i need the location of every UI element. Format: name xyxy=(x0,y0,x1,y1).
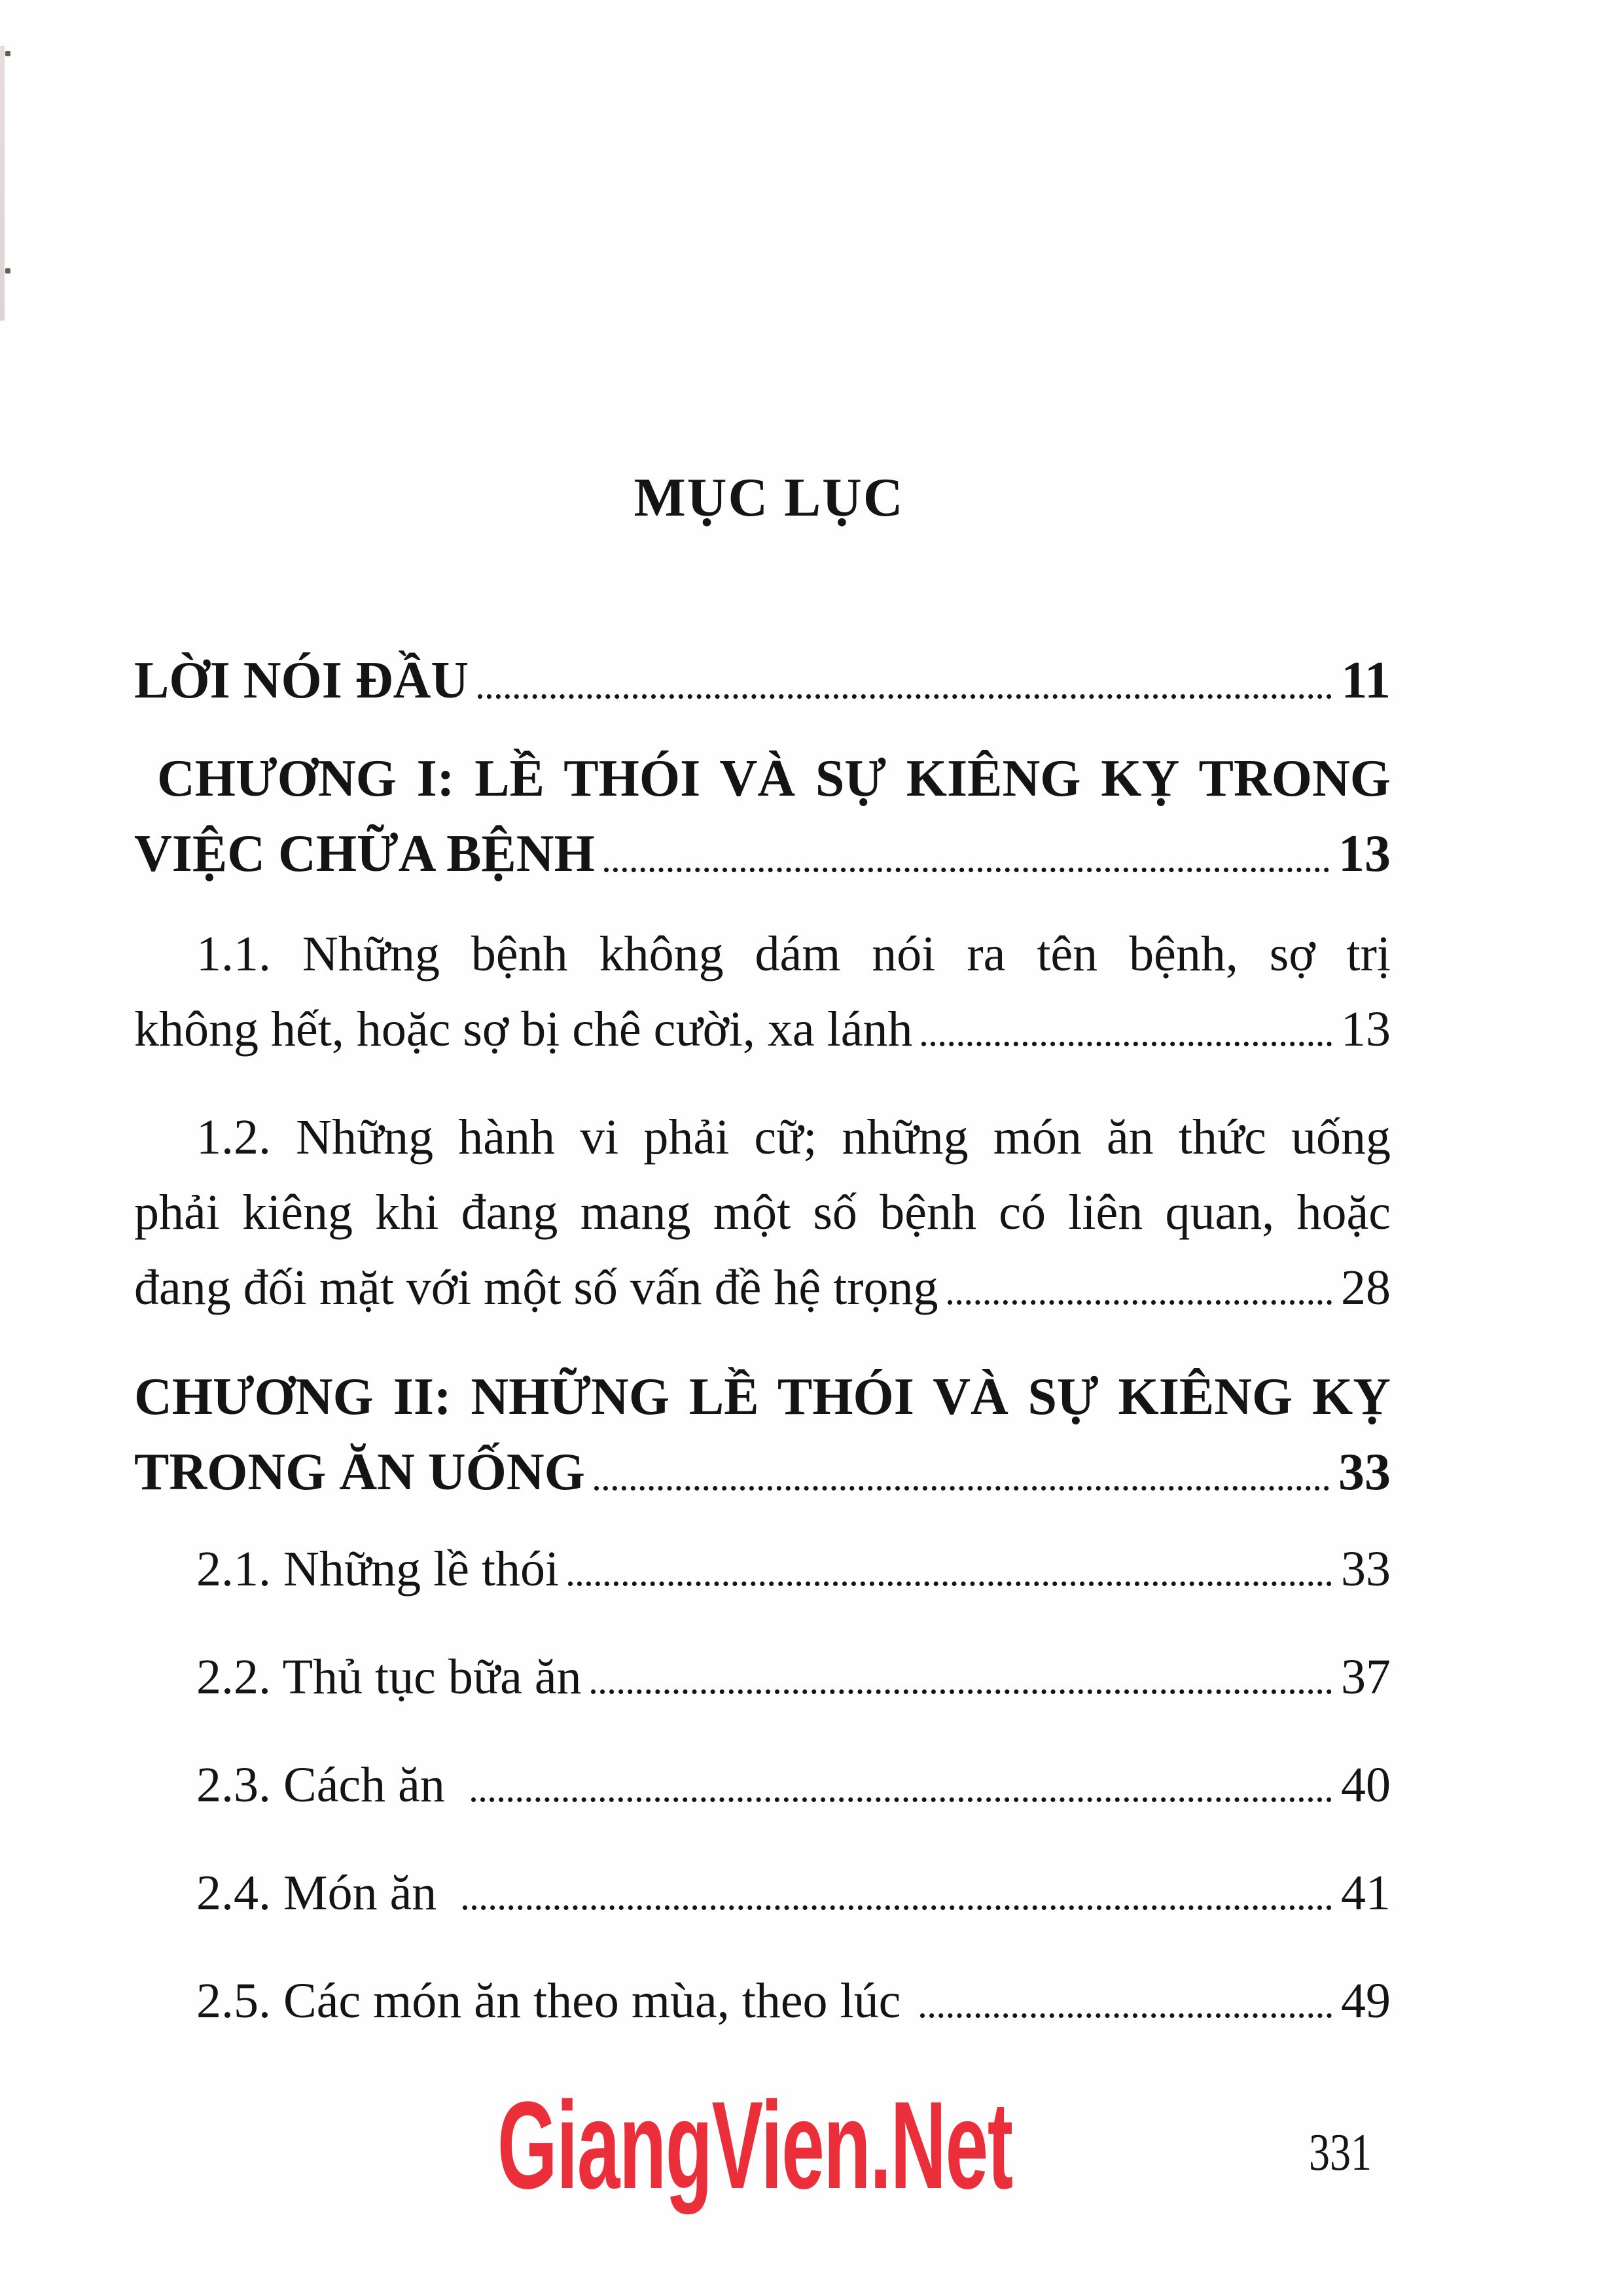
entry-label: 2.3. Cách ăn xyxy=(196,1757,445,1812)
toc-entry-1-2[interactable] xyxy=(134,1260,1391,1315)
toc-entry-1-2-line-1[interactable]: 1.2. Những hành vi phải cữ; những món ăn thức uống xyxy=(196,1110,1391,1165)
toc-entry-chuong-2[interactable] xyxy=(134,1443,1391,1501)
entry-label: đang đối mặt với một số vấn đề hệ trọng xyxy=(134,1260,938,1315)
toc-entry-chuong-1-line-1[interactable]: CHƯƠNG I: LỀ THÓI VÀ SỰ KIÊNG KỴ TRONG xyxy=(157,750,1391,807)
toc-entry-2-1[interactable] xyxy=(196,1542,1391,1597)
entry-label: 2.5. Các món ăn theo mùa, theo lúc xyxy=(196,1973,901,2028)
toc-entry-loi-noi-dau[interactable] xyxy=(134,654,1391,707)
entry-label: 2.4. Món ăn xyxy=(196,1865,437,1920)
watermark-logo: GiangVien.Net xyxy=(497,2076,1012,2215)
toc-entry-2-4[interactable] xyxy=(196,1865,1391,1920)
entry-page: 13 xyxy=(1338,825,1391,883)
entry-page: 33 xyxy=(1338,1443,1391,1501)
toc-entry-2-5[interactable] xyxy=(196,1973,1391,2028)
dot-leader xyxy=(463,1905,1332,1910)
toc-entry-1-1[interactable] xyxy=(134,1002,1391,1057)
dot-leader xyxy=(591,1689,1332,1694)
toc-entry-2-2[interactable] xyxy=(196,1652,1391,1702)
entry-page: 40 xyxy=(1341,1757,1391,1812)
entry-page: 41 xyxy=(1341,1865,1391,1920)
dot-leader xyxy=(921,1042,1332,1046)
scan-mark xyxy=(5,51,10,56)
entry-label: 2.1. Những lề thói xyxy=(196,1542,560,1597)
entry-page: 37 xyxy=(1341,1650,1391,1704)
entry-page: 33 xyxy=(1341,1542,1391,1597)
entry-label: TRONG ĂN UỐNG xyxy=(134,1443,585,1501)
scan-mark xyxy=(5,268,10,274)
dot-leader xyxy=(604,868,1329,872)
dot-leader xyxy=(568,1581,1332,1586)
dot-leader xyxy=(920,2013,1332,2018)
page-binding-edge xyxy=(0,46,5,321)
entry-page: 28 xyxy=(1341,1260,1391,1315)
entry-label: 2.2. Thủ tục bữa ăn xyxy=(196,1650,582,1704)
page-number: 331 xyxy=(1309,2124,1372,2181)
entry-label: không hết, hoặc sợ bị chê cười, xa lánh xyxy=(134,1002,913,1057)
dot-leader xyxy=(478,694,1332,699)
dot-leader xyxy=(594,1486,1329,1491)
dot-leader xyxy=(471,1797,1332,1802)
toc-entry-chuong-1[interactable] xyxy=(134,825,1391,883)
entry-label: VIỆC CHỮA BỆNH xyxy=(134,825,595,883)
toc-entry-chuong-2-line-1[interactable]: CHƯƠNG II: NHỮNG LỀ THÓI VÀ SỰ KIÊNG KỴ xyxy=(134,1368,1391,1426)
entry-page: 13 xyxy=(1341,1002,1391,1057)
entry-page: 11 xyxy=(1341,652,1391,709)
dot-leader xyxy=(948,1300,1332,1305)
toc-entry-1-2-line-2[interactable]: phải kiêng khi đang mang một số bệnh có liên quan, hoặc xyxy=(134,1185,1391,1240)
toc-entry-1-1-line-1[interactable]: 1.1. Những bệnh không dám nói ra tên bệnh, sợ trị xyxy=(196,927,1391,981)
toc-entry-2-3[interactable] xyxy=(196,1757,1391,1812)
entry-label: LỜI NÓI ĐẦU xyxy=(134,652,469,709)
toc-title: MỤC LỤC xyxy=(633,467,904,528)
entry-page: 49 xyxy=(1341,1973,1391,2028)
